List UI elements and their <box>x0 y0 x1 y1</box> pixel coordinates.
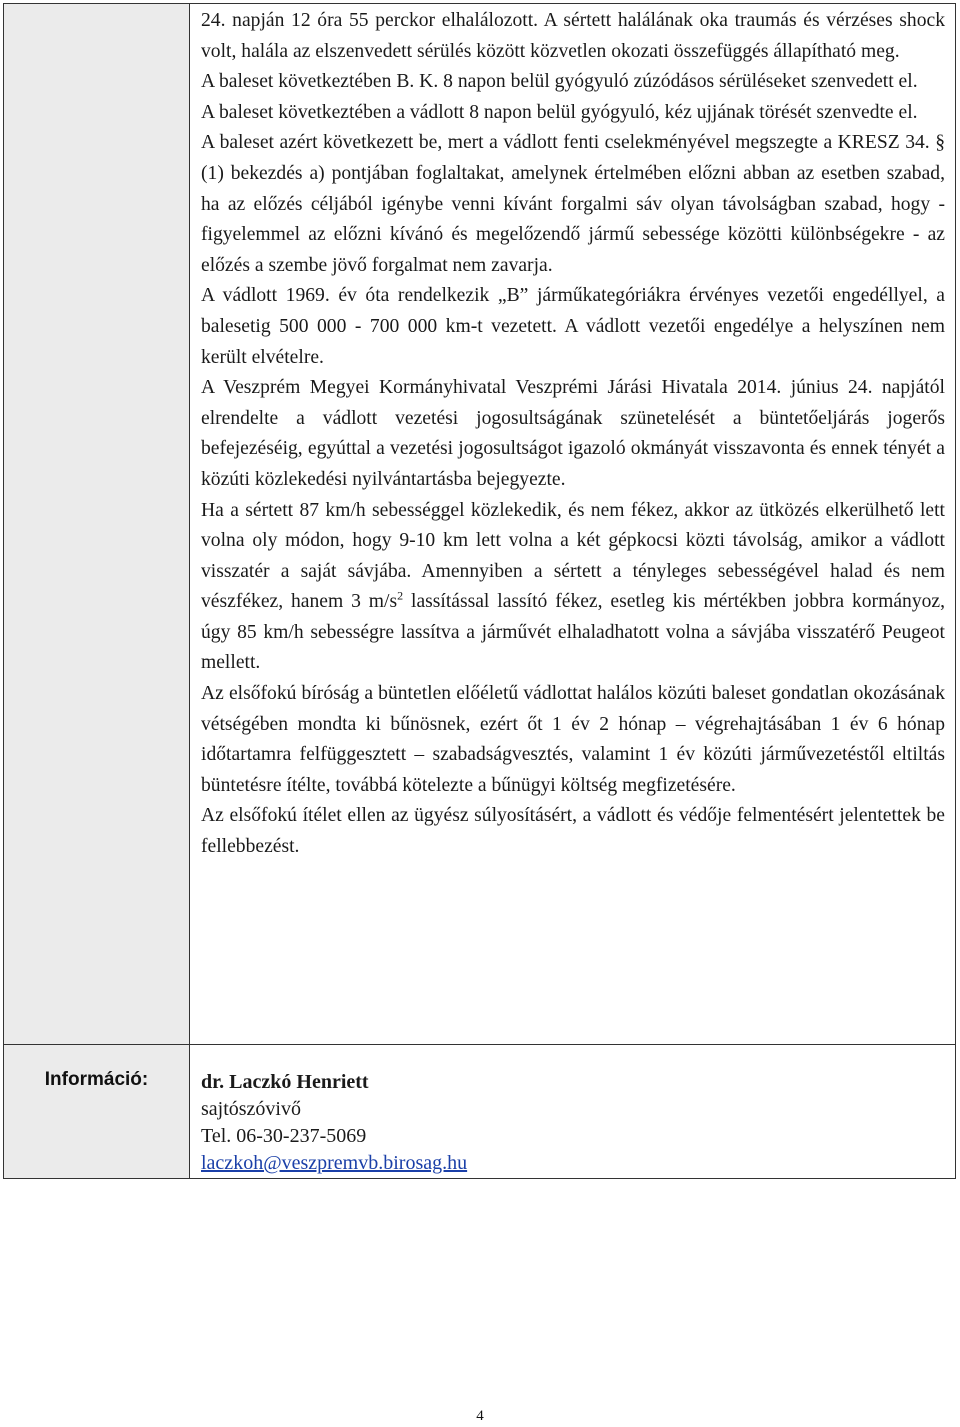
contact-phone: Tel. 06-30-237-5069 <box>201 1125 367 1147</box>
paragraph-death-cause: 24. napján 12 óra 55 perckor elhalálozott. A sértett halálának oka traumás és vérzéses shock volt, halála az elszenvedett sérülés között közvetlen okozati összefüggés állapítható meg. <box>201 10 945 62</box>
body-row <box>4 4 955 1044</box>
paragraph-license-history: A vádlott 1969. év óta rendelkezik „B” járműkategóriákra érvényes vezetői engedéllyel, a balesetig 500 000 - 700 000 km-t vezetett. A vádlott vezetői engedélye a helyszínen nem került elvételre. <box>201 285 945 368</box>
page-number: 4 <box>476 1408 484 1424</box>
expert-opinion-part1: Ha a sértett 87 km/h sebességgel közlekedik, és nem fékez, akkor az ütközés elkerülhető lett volna oly módon, hogy 9-10 km lett volna a két gépkocsi közti távolság, amikor a vádlott visszatér a saját sávjába. Amennyiben a sértett a tényleges sebességével halad és nem vészfékez, hanem 3 m/s <box>201 499 945 613</box>
paragraph-kresz-violation: A baleset azért következett be, mert a vádlott fenti cselekményével megszegte a KRESZ 34. § (1) bekezdés a) pontjában foglaltakat, amelynek értelmében előzni abban az esetben szabad, ha az előzés céljából igénybe venni kívánt forgalmi sáv olyan távolságban szabad, hogy - figyelemmel az előzni kívánó és megelőzendő jármű sebessége közötti különbségekre - az előzés a szembe jövő forgalmat nem zavarja. <box>201 132 945 276</box>
info-label: Információ: <box>4 1045 190 1178</box>
document-table <box>3 3 956 1179</box>
paragraph-license-suspension: A Veszprém Megyei Kormányhivatal Veszprémi Járási Hivatala 2014. június 24. napjától elrendelte a vádlott vezetési jogosultságának szünetelését a büntetőeljárás jogerős befejezéséig, egyúttal a vezetési jogosultságot igazoló okmányát visszavonta és ennek tényét a közúti közlekedési nyilvántartásba bejegyezte. <box>201 377 945 490</box>
contact-role: sajtószóvivő <box>201 1098 301 1120</box>
paragraph-appeal: Az elsőfokú ítélet ellen az ügyész súlyosításért, a vádlott és védője felmentésért jelentettek be fellebbezést. <box>201 805 945 858</box>
paragraph-expert-opinion <box>201 496 945 680</box>
left-label-cell <box>4 4 190 1044</box>
contact-name: dr. Laczkó Henriett <box>201 1071 369 1093</box>
contact-email-link[interactable]: laczkoh@veszpremvb.birosag.hu <box>201 1152 468 1174</box>
paragraph-first-instance-verdict: Az elsőfokú bíróság a büntetlen előéletű vádlottat halálos közúti baleset gondatlan okozásának vétségében mondta ki bűnösnek, ezért őt 1 év 2 hónap – végrehajtásában 1 év 6 hónap időtartamra felfüggesztett – szabadságvesztés, valamint 1 év közúti járművezetéstől eltiltás büntetésre ítélte, továbbá kötelezte a bűnügyi költség megfizetésére. <box>201 683 945 796</box>
paragraph-bk-injury: A baleset következtében B. K. 8 napon belül gyógyuló zúzódásos sérüléseket szenvedett el. <box>201 71 918 93</box>
squared-superscript: 2 <box>397 588 404 603</box>
contact-block <box>190 1045 955 1178</box>
info-row <box>4 1044 955 1178</box>
paragraph-defendant-injury: A baleset következtében a vádlott 8 napon belül gyógyuló, kéz ujjának törését szenvedte el. <box>201 101 918 123</box>
body-text-cell <box>190 4 955 1044</box>
expert-opinion-part2: lassítással lassító fékez, esetleg kis mértékben jobbra kormányoz, úgy 85 km/h sebességre lassítva a járművét elhaladhatott volna a sávjába visszatérő Peugeot mellett. <box>201 591 946 674</box>
